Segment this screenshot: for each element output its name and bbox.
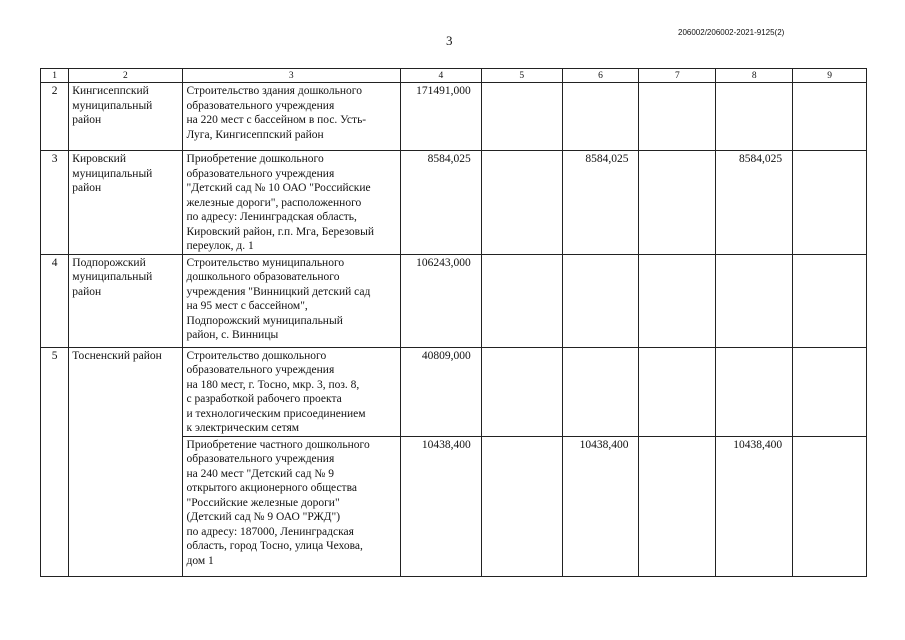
column-header: 7 <box>639 69 716 83</box>
value-cell-col7 <box>639 347 716 436</box>
district-cell: Тосненский район <box>69 347 182 576</box>
row-number: 3 <box>41 151 69 255</box>
row-number: 2 <box>41 83 69 151</box>
value-cell-col9 <box>793 436 867 576</box>
table-row <box>41 347 867 436</box>
column-header: 9 <box>793 69 867 83</box>
value-cell-col4: 8584,025 <box>400 151 481 255</box>
column-header: 6 <box>562 69 639 83</box>
value-cell-col7 <box>639 83 716 151</box>
district-cell: Кингисеппский муниципальный район <box>69 83 182 151</box>
value-cell-col7 <box>639 254 716 347</box>
description-cell: Строительство дошкольного образовательного учреждения на 180 мест, г. Тосно, мкр. 3, поз. 8, с разработкой рабочего проекта и технологическим присоединением к электрическим сетям <box>182 347 400 436</box>
document-code: 206002/206002-2021-9125(2) <box>678 28 785 37</box>
table-row <box>41 151 867 255</box>
column-header: 1 <box>41 69 69 83</box>
value-cell-col6: 8584,025 <box>562 151 639 255</box>
value-cell-col4: 40809,000 <box>400 347 481 436</box>
value-cell-col9 <box>793 83 867 151</box>
value-cell-col9 <box>793 254 867 347</box>
district-cell: Кировский муниципальный район <box>69 151 182 255</box>
description-cell: Строительство муниципального дошкольного образовательного учреждения "Винницкий детский сад на 95 мест с бассейном", Подпорожский муниципальный район, с. Винницы <box>182 254 400 347</box>
column-header: 2 <box>69 69 182 83</box>
value-cell-col5 <box>481 83 562 151</box>
data-table <box>40 68 867 577</box>
row-number: 5 <box>41 347 69 576</box>
table-row <box>41 83 867 151</box>
value-cell-col4: 171491,000 <box>400 83 481 151</box>
value-cell-col8 <box>716 254 793 347</box>
value-cell-col5 <box>481 347 562 436</box>
value-cell-col6 <box>562 347 639 436</box>
value-cell-col5 <box>481 151 562 255</box>
value-cell-col8 <box>716 83 793 151</box>
description-cell: Приобретение дошкольного образовательного учреждения "Детский сад № 10 ОАО "Российские железные дороги", расположенного по адресу: Ленинградская область, Кировский район, г.п. Мга, Березовый переулок, д. 1 <box>182 151 400 255</box>
value-cell-col5 <box>481 254 562 347</box>
value-cell-col4: 106243,000 <box>400 254 481 347</box>
value-cell-col9 <box>793 151 867 255</box>
value-cell-col8: 8584,025 <box>716 151 793 255</box>
value-cell-col5 <box>481 436 562 576</box>
value-cell-col6 <box>562 83 639 151</box>
description-cell: Строительство здания дошкольного образовательного учреждения на 220 мест с бассейном в пос. Усть- Луга, Кингисеппский район <box>182 83 400 151</box>
page-number: 3 <box>446 33 453 48</box>
column-header: 8 <box>716 69 793 83</box>
column-header: 3 <box>182 69 400 83</box>
value-cell-col8: 10438,400 <box>716 436 793 576</box>
district-cell: Подпорожский муниципальный район <box>69 254 182 347</box>
table-header-row <box>41 69 867 83</box>
value-cell-col4: 10438,400 <box>400 436 481 576</box>
column-header: 4 <box>400 69 481 83</box>
table-row <box>41 254 867 347</box>
value-cell-col6 <box>562 254 639 347</box>
row-number: 4 <box>41 254 69 347</box>
value-cell-col7 <box>639 436 716 576</box>
value-cell-col6: 10438,400 <box>562 436 639 576</box>
description-cell: Приобретение частного дошкольного образовательного учреждения на 240 мест "Детский сад № 9 открытого акционерного общества "Российские железные дороги" (Детский сад № 9 ОАО "РЖД") по адресу: 187000, Ленинградская область, город Тосно, улица Чехова, дом 1 <box>182 436 400 576</box>
column-header: 5 <box>481 69 562 83</box>
value-cell-col8 <box>716 347 793 436</box>
value-cell-col9 <box>793 347 867 436</box>
value-cell-col7 <box>639 151 716 255</box>
